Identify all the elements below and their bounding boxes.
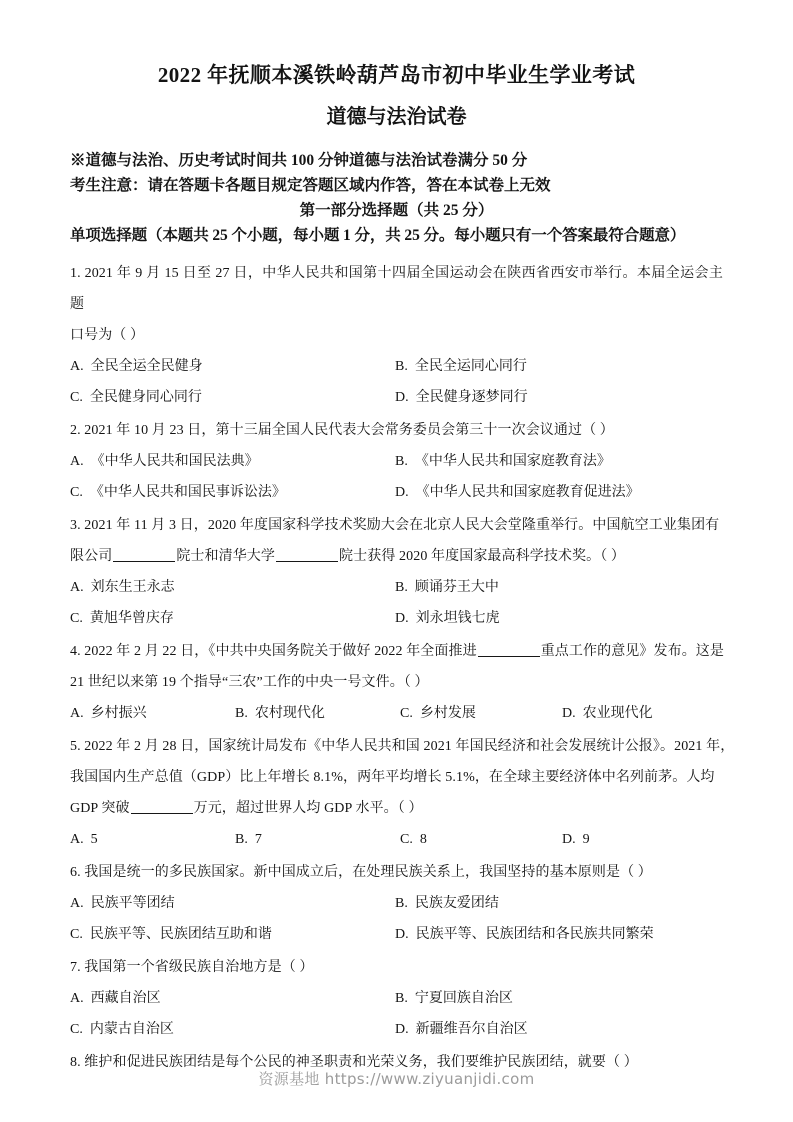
question-item <box>70 952 723 1045</box>
option-text: 5 <box>90 832 98 847</box>
option-text: 9 <box>582 832 590 847</box>
option-label: A. <box>70 580 84 595</box>
question-stem: 5. 2022 年 2 月 28 日，国家统计局发布《中华人民共和国 2021 年国民经济和社会发展统计公报》。2021 年， <box>70 739 735 754</box>
multiple-choice-instruction: 单项选择题（本题共 25 个小题，每小题 1 分，共 25 分。每小题只有一个答案最符合题意） <box>70 227 686 244</box>
option-text: 8 <box>419 832 427 847</box>
notice-line-time: ※道德与法治、历史考试时间共 100 分钟道德与法治试卷满分 50 分 <box>70 152 528 169</box>
options-group <box>70 351 723 413</box>
option-a[interactable] <box>70 888 175 919</box>
notice-line-candidate: 考生注意：请在答题卡各题目规定答题区域内作答，答在本试卷上无效 <box>70 177 551 194</box>
option-label: C. <box>70 485 83 500</box>
question-stem: 6. 我国是统一的多民族国家。新中国成立后，在处理民族关系上，我国坚持的基本原则是（ ） <box>70 865 652 880</box>
option-label: A. <box>70 359 84 374</box>
option-label: B. <box>395 991 408 1006</box>
option-text: 全民全运 <box>90 359 147 374</box>
option-text: 刘东生 <box>90 580 133 595</box>
option-text: 民族平等、民族团结互助和谐 <box>89 927 272 942</box>
option-label: B. <box>395 896 408 911</box>
question-stem: 7. 我国第一个省级民族自治地方是（ ） <box>70 960 314 975</box>
option-d[interactable] <box>395 919 654 950</box>
option-label: A. <box>70 832 84 847</box>
option-text-2: 全民健身 <box>146 359 203 374</box>
options-row <box>70 572 723 603</box>
question-stem: 1. 2021 年 9 月 15 日至 27 日，中华人民共和国第十四届全国运动会在陕西省西安市举行。本届全运会主题 <box>70 266 723 312</box>
option-text: 全民全运 <box>414 359 471 374</box>
options-group <box>70 983 723 1045</box>
option-b[interactable] <box>235 824 262 855</box>
stem-fragment: 限公司 <box>70 549 113 564</box>
option-text: 全民健身 <box>89 390 146 405</box>
option-c[interactable] <box>70 603 174 634</box>
stem-fragment: 院士获得 2020 年度国家最高科学技术奖。（ ） <box>339 549 626 564</box>
question-stem-cont-2 <box>70 793 723 824</box>
question-stem-cont <box>70 541 723 572</box>
stem-fragment: GDP 突破 <box>70 801 130 816</box>
page-title: 2022 年抚顺本溪铁岭葫芦岛市初中毕业生学业考试 <box>157 63 636 87</box>
question-stem <box>70 636 723 667</box>
option-label: B. <box>235 832 248 847</box>
options-row <box>70 351 723 382</box>
option-c[interactable] <box>400 698 476 729</box>
option-text: 民族平等、民族团结和各民族共同繁荣 <box>415 927 654 942</box>
option-label: D. <box>562 706 576 721</box>
stem-fragment: 万元，超过世界人均 GDP 水平。（ ） <box>193 801 423 816</box>
option-b[interactable] <box>395 888 499 919</box>
option-text-2: 王大中 <box>456 580 499 595</box>
option-text: 民族平等团结 <box>90 896 175 911</box>
option-text: 黄旭华 <box>89 611 132 626</box>
options-row <box>70 888 723 919</box>
fill-in-blank[interactable] <box>113 561 175 562</box>
stem-fragment: 重点工作的意见》发布。这是 <box>540 644 725 659</box>
option-text-2: 同心同行 <box>470 359 527 374</box>
option-a[interactable] <box>70 824 98 855</box>
option-text: 宁夏回族自治区 <box>414 991 513 1006</box>
option-b[interactable] <box>395 351 527 382</box>
option-label: B. <box>395 359 408 374</box>
options-row <box>70 477 723 508</box>
option-label: B. <box>395 454 408 469</box>
option-b[interactable] <box>235 698 325 729</box>
options-row <box>70 446 723 477</box>
question-item <box>70 857 723 950</box>
option-text: 农业现代化 <box>582 706 653 721</box>
question-item <box>70 258 723 413</box>
option-b[interactable] <box>395 572 499 603</box>
option-label: A. <box>70 706 84 721</box>
option-text: 乡村振兴 <box>90 706 147 721</box>
option-text-2: 同心同行 <box>145 390 202 405</box>
option-c[interactable] <box>70 382 202 413</box>
option-label: C. <box>400 832 413 847</box>
option-label: D. <box>395 1022 409 1037</box>
stem-fragment: 4. 2022 年 2 月 22 日，《中共中央国务院关于做好 2022 年全面推进 <box>70 644 477 659</box>
option-b[interactable] <box>395 983 513 1014</box>
option-text-2: 逐梦同行 <box>471 390 528 405</box>
option-label: A. <box>70 991 84 1006</box>
question-item <box>70 510 723 634</box>
option-label: D. <box>395 390 409 405</box>
question-stem-cont: 我国国内生产总值（GDP）比上年增长 8.1%，两年平均增长 5.1%，在全球主要经济体中名列前茅。人均 <box>70 770 715 785</box>
options-group <box>70 446 723 508</box>
option-text-2: 曾庆存 <box>131 611 174 626</box>
page-subtitle: 道德与法治试卷 <box>326 106 467 128</box>
options-group <box>70 572 723 634</box>
option-c[interactable] <box>70 1014 174 1045</box>
exam-notice <box>70 148 723 198</box>
option-label: D. <box>395 927 409 942</box>
question-stem: 2. 2021 年 10 月 23 日，第十三届全国人民代表大会常务委员会第三十一次会议通过（ ） <box>70 423 614 438</box>
option-text: 《中华人民共和国民法典》 <box>90 454 259 469</box>
footer-watermark: 资源基地 https://www.ziyuanjidi.com <box>258 1070 535 1088</box>
option-text: 《中华人民共和国家庭教育法》 <box>414 454 611 469</box>
option-label: A. <box>70 454 84 469</box>
options-row <box>70 1014 723 1045</box>
option-label: D. <box>395 485 409 500</box>
page-content <box>70 58 735 1080</box>
option-label: D. <box>395 611 409 626</box>
options-group <box>70 888 723 950</box>
options-group <box>70 824 723 855</box>
option-a[interactable] <box>70 572 175 603</box>
option-label: C. <box>400 706 413 721</box>
question-item <box>70 731 735 855</box>
question-stem-cont: 口号为（ ） <box>70 328 145 343</box>
option-c[interactable] <box>70 919 272 950</box>
option-c[interactable] <box>70 477 286 508</box>
section-heading: 第一部分选择题（共 25 分） <box>299 202 494 219</box>
option-text: 7 <box>254 832 262 847</box>
option-d[interactable] <box>395 382 528 413</box>
option-text: 全民健身 <box>415 390 472 405</box>
option-label: C. <box>70 927 83 942</box>
option-a[interactable] <box>70 446 259 477</box>
option-text: 乡村发展 <box>419 706 476 721</box>
option-c[interactable] <box>400 824 427 855</box>
option-label: A. <box>70 896 84 911</box>
options-row <box>70 603 723 634</box>
question-stem: 8. 维护和促进民族团结是每个公民的神圣职责和光荣义务，我们要维护民族团结，就要（ ） <box>70 1055 638 1070</box>
option-label: B. <box>395 580 408 595</box>
options-row <box>70 919 723 950</box>
option-d[interactable] <box>562 824 590 855</box>
option-label: D. <box>562 832 576 847</box>
option-d[interactable] <box>395 1014 528 1045</box>
option-text: 新疆维吾尔自治区 <box>415 1022 528 1037</box>
question-stem: 3. 2021 年 11 月 3 日，2020 年度国家科学技术奖励大会在北京人民大会堂隆重举行。中国航空工业集团有 <box>70 518 720 533</box>
option-label: C. <box>70 1022 83 1037</box>
option-a[interactable] <box>70 983 161 1014</box>
option-text-2: 钱七虎 <box>457 611 500 626</box>
option-text: 内蒙古自治区 <box>89 1022 174 1037</box>
option-a[interactable] <box>70 351 203 382</box>
options-row <box>70 382 723 413</box>
fill-in-blank[interactable] <box>131 813 193 814</box>
option-label: B. <box>235 706 248 721</box>
option-text: 《中华人民共和国家庭教育促进法》 <box>415 485 640 500</box>
option-text: 顾诵芬 <box>414 580 457 595</box>
option-a[interactable] <box>70 698 147 729</box>
option-d[interactable] <box>395 603 500 634</box>
option-d[interactable] <box>395 477 640 508</box>
fill-in-blank[interactable] <box>478 656 540 657</box>
stem-fragment: 院士和清华大学 <box>176 549 276 564</box>
question-stem-cont: 21 世纪以来第 19 个指导“三农”工作的中央一号文件。（ ） <box>70 675 429 690</box>
question-item <box>70 415 723 508</box>
options-group <box>70 698 723 729</box>
questions-list <box>70 258 735 1078</box>
options-row <box>70 983 723 1014</box>
option-text: 《中华人民共和国民事诉讼法》 <box>89 485 286 500</box>
option-d[interactable] <box>562 698 653 729</box>
fill-in-blank[interactable] <box>276 561 338 562</box>
option-text: 农村现代化 <box>254 706 325 721</box>
option-text: 西藏自治区 <box>90 991 161 1006</box>
option-label: C. <box>70 390 83 405</box>
option-b[interactable] <box>395 446 611 477</box>
option-text: 民族友爱团结 <box>414 896 499 911</box>
option-label: C. <box>70 611 83 626</box>
option-text: 刘永坦 <box>415 611 458 626</box>
question-item <box>70 636 723 729</box>
option-text-2: 王永志 <box>132 580 175 595</box>
